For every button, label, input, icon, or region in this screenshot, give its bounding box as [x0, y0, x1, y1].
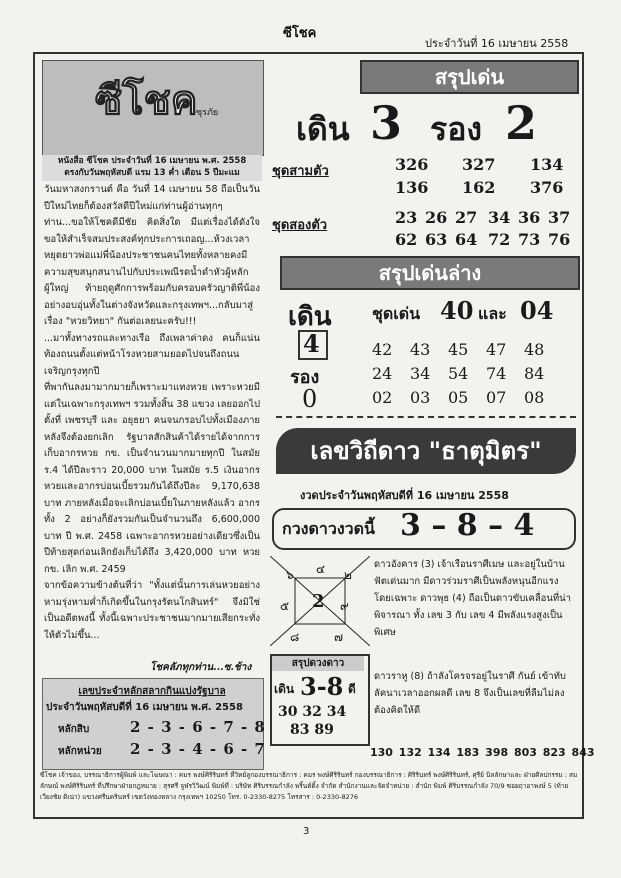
main-value: 3 — [370, 96, 403, 150]
star-summary-row: 83 89 — [290, 722, 334, 738]
low-number: 03 — [410, 388, 431, 407]
two-digit-number: 23 — [395, 208, 418, 227]
summary-banner: สรุปเด่น — [360, 60, 579, 94]
column-logo: ซีโชค — [95, 77, 198, 124]
low-number: 43 — [410, 340, 431, 359]
two-digit-number: 64 — [455, 230, 478, 249]
set-b: 04 — [520, 296, 554, 325]
low-number: 34 — [410, 364, 431, 383]
three-digit-number: 136 — [395, 178, 429, 197]
chart-cell: ๔ — [316, 562, 326, 576]
set-label: ชุดเด่น — [372, 304, 421, 323]
three-digit-number: 326 — [395, 155, 429, 174]
gov-lottery-date: ประจำวันพฤหัสบดีที่ 16 เมษายน พ.ศ. 2558 — [46, 702, 243, 713]
bottom-numbers: 130 132 134 183 398 803 823 843 — [370, 746, 595, 759]
low-second-label: รอง — [290, 367, 320, 388]
low-number: 84 — [524, 364, 545, 383]
three-digit-number: 162 — [462, 178, 496, 197]
low-number: 02 — [372, 388, 393, 407]
article-signature: โชคลัภทุกท่าน...ซ.ช้าง — [150, 662, 252, 673]
article-paragraph: ที่พากันลงมามากมายก็เพราะมาแทงหวย เพราะหวยมีแต่ในเฉพาะกรุงเทพฯ รวมทั้งสิ้น 38 แขวง เลยออกไปตั้งที่ เพชรบุรี และ อยุธยา คนจนกรอบไปทั้งเมืองภายหลังจึงต้องยกเลิก รัฐบาลสักสินค้าได้รายได้จากการเก็บอากรหวย กข. เป็นจำนวนมากมายทุกปี ในสมัย ร.4 ได้ปีละราว 20,000 บาท ในสมัย ร.5 เงินอากรหวยและอากรบ่อนเบี้ยรวมกันได้ถึงปีละ 9,170,638 บาท ภายหลังเมื่อจะเลิกบ่อนเบี้ยในภายหลังแล้ว อากรทั้ง 2 อย่างก็ยังรวมกันเป็นจำนวนถึง 6,600,000 บาท ปี พ.ศ. 2458 เฉพาะอากรหวยอย่างเดียวซึ่งเป็นปีท้ายสุดก่อนเลิกยังเก็บได้ถึง 3,420,000 บาท หวย กข. เลิก พ.ศ. 2459 — [44, 382, 260, 575]
two-digit-number: 76 — [548, 230, 571, 249]
low-number: 05 — [448, 388, 469, 407]
two-digit-number: 37 — [548, 208, 571, 227]
page-number: 3 — [303, 826, 310, 837]
second-label: รอง — [430, 110, 483, 148]
gov-row-value: 2 - 3 - 4 - 6 - 7 — [130, 740, 266, 758]
low-number: 24 — [372, 364, 393, 383]
three-digit-label: ชุดสามตัว — [272, 164, 329, 179]
chart-center: 2 — [312, 591, 325, 612]
two-digit-label: ชุดสองตัว — [272, 218, 328, 233]
two-digit-number: 62 — [395, 230, 418, 249]
set-and: และ — [478, 304, 507, 323]
article-paragraph: ...มาทั้งทางรถและทางเรือ ถึงเพลาค่าดง คนก็แน่นท้องถนนตั้งแต่หน้าโรงหวยสามยอดไปจนถึงถนนเจริญกรุงทุกปี — [44, 332, 260, 377]
two-digit-number: 72 — [488, 230, 511, 249]
chart-cell: ๗ — [334, 630, 344, 644]
low-number: 42 — [372, 340, 393, 359]
low-number: 07 — [486, 388, 507, 407]
article-paragraph: จากข้อความข้างต้นที่ว่า "ทั้งแต่นั้นการเล่นหวยอย่างหามรุ่งหามค่ำก็เกิดขึ้นในกรุงรัตนโกสินทร์" จึงมิใช่เป็นอดีตพงนี้ ทั้งนี้เฉพาะประชาชนมากมายเสียกระทั่งให้ตัวไม่ขึ้น... — [44, 580, 260, 641]
star-date: งวดประจำวันพฤหัสบดีที่ 16 เมษายน 2558 — [300, 489, 509, 502]
publication-line-2: ตรงกับวันพฤหัสบดี แรม 13 ค่ำ เดือน 5 ปีมะแม — [64, 168, 240, 178]
low-main-label: เดิน — [288, 302, 332, 332]
three-digit-number: 327 — [462, 155, 496, 174]
star-summary-side: ดี — [348, 682, 356, 696]
chart-cell: ๙ — [340, 599, 349, 613]
low-number: 45 — [448, 340, 469, 359]
chart-cell: ๕ — [280, 599, 290, 613]
two-digit-number: 73 — [518, 230, 541, 249]
low-number: 48 — [524, 340, 545, 359]
low-summary-banner: สรุปเด่นล่าง — [280, 256, 580, 290]
star-summary-value: 3-8 — [300, 672, 344, 701]
gov-row-value: 2 - 3 - 6 - 7 - 8 — [130, 718, 266, 736]
second-value: 2 — [505, 96, 538, 150]
three-digit-number: 134 — [530, 155, 564, 174]
low-number: 47 — [486, 340, 507, 359]
gov-lottery-heading: เลขประจำหลักสลากกินแบ่งรัฐบาล — [78, 686, 226, 697]
star-summary-title: สรุปดวงดาว — [272, 656, 364, 671]
header-date: ประจำวันที่ 16 เมษายน 2558 — [425, 37, 569, 50]
column-logo-sub: ซุรภัย — [196, 108, 219, 118]
dotted-divider — [276, 416, 576, 418]
star-paragraph-2: ดาวราหู (8) ถ้าลังโครจรอยู่ในราศี กันย์ เข้าทับลัคนาเวลาออกผลดี เลข 8 จึงเป็นเลขที่ลืมไม่ลงต้องคิดให้ดี — [374, 671, 566, 716]
set-a: 40 — [440, 296, 474, 325]
star-summary-label: เดิน — [274, 682, 295, 696]
star-number-banner: เลขวิถีดาว "ธาตุมิตร" — [276, 428, 576, 474]
low-number: 08 — [524, 388, 545, 407]
low-number: 54 — [448, 364, 469, 383]
header-logo: ซีโชค — [283, 26, 317, 41]
two-digit-number: 36 — [518, 208, 541, 227]
two-digit-number: 27 — [455, 208, 478, 227]
chart-cell: ๒ — [344, 568, 352, 582]
low-main-value: 4 — [303, 329, 320, 358]
footer-credits: ซีโชค เจ้าของ, บรรณาธิการผู้พิมพ์ และโฆษณา : คมร พงษ์ศิริรินทร์ ที่วิทย์ลูกองบรรณาธิการ : คมร พงษ์ศิริรินทร์ กองบรรณาธิการ : ศิริรินทร์ พงษ์ศิริรินทร์, ศุรีย์ นิลลักษาและ ฝ่ายศิลปกรรม : สมลักษณ์ พงษ์ศิริรินทร์ ที่ปรึกษาฝ่ายกฎหมาย : สุรศรี จูฬรวิวิฒน์ พิมพ์ที่ : บริษัท ศิริบรรณกำลัง พริ้นต์ติ้ง จำกัด สำนักงานและจัดจำหน่าย : สำนัก พิมพ์ ศิริบรรณกำลัง 70/9 ซอยฤาอาพงษ์ 5 (ท้ายเวียงชัย ดิเน่า) แขวงศรีนครินทร์ เขตวังทองหลาง กรุงเทพฯ 10250 โทร. 0-2330-8275 โทรสาร : 0-2330-8276 — [40, 771, 578, 801]
low-number: 74 — [486, 364, 507, 383]
trio-label: กวงดาวงวดนี้ — [282, 519, 375, 538]
gov-row-label: หลักสิบ — [58, 724, 90, 735]
low-second-value: 0 — [302, 385, 318, 413]
star-paragraph-1: ดาวอังคาร (3) เจ้าเรือนราศีเมษ และอยู่ในบ้านฟัตเด่นมาก มีดาวร่วมราศีเป็นพลังหนุนอีกแรง โดยเฉพาะ ดาวพุธ (4) ถือเป็นดาวขับเคลื่อนที่น่าพิจารณา ทั้ง เลข 3 กับ เลข 4 มีพลังแรงสูงเป็นพิเศษ — [374, 559, 571, 638]
main-label: เดิน — [296, 110, 350, 148]
article-paragraph: วันมหาสงกรานต์ คือ วันที่ 14 เมษายน 58 ถือเป็นวันปีใหม่ไทยก็ต้องสวัสดีปีใหม่แก่ท่านผู้อ่านทุกๆท่าน...ขอให้โชคดีมีชัย คิดสิ่งใด มีแต่เรื่องได้ดังใจ ขอให้สำเร็จสมประสงค์ทุกประการเถอญ...ห้วงเวลาหยุดยาวพ่อแม่พี่น้องประชาชนคนไทยทั้งหลายคงมีความสุขสนุกสนานไปกับประเพณีรดน้ำดำหัวผู้หลักผู้ใหญ่ ท้ายฤดูศักการพร้อมกับครอบครัวญาติพี่น้องอย่างอบอุ่นทั้งในต่างจังหวัดและกรุงเทพฯ...กลับมาสู่เรื่อง "หวยวิทยา" กันต่อเลยนะครับ!!! — [44, 184, 260, 327]
publication-line-1: หนังสือ ซีโชค ประจำวันที่ 16 เมษายน พ.ศ. 2558 — [57, 156, 247, 166]
two-digit-number: 34 — [488, 208, 511, 227]
two-digit-number: 26 — [425, 208, 448, 227]
gov-row-label: หลักหน่วย — [58, 746, 102, 757]
chart-cell: ๘ — [290, 630, 300, 644]
two-digit-number: 63 — [425, 230, 448, 249]
chart-cell: ๖ — [286, 568, 294, 582]
star-summary-row: 30 32 34 — [278, 704, 347, 720]
publication-info — [42, 155, 262, 181]
article-body — [44, 182, 260, 644]
trio-value: 3 – 8 – 4 — [400, 508, 535, 543]
three-digit-number: 376 — [530, 178, 564, 197]
